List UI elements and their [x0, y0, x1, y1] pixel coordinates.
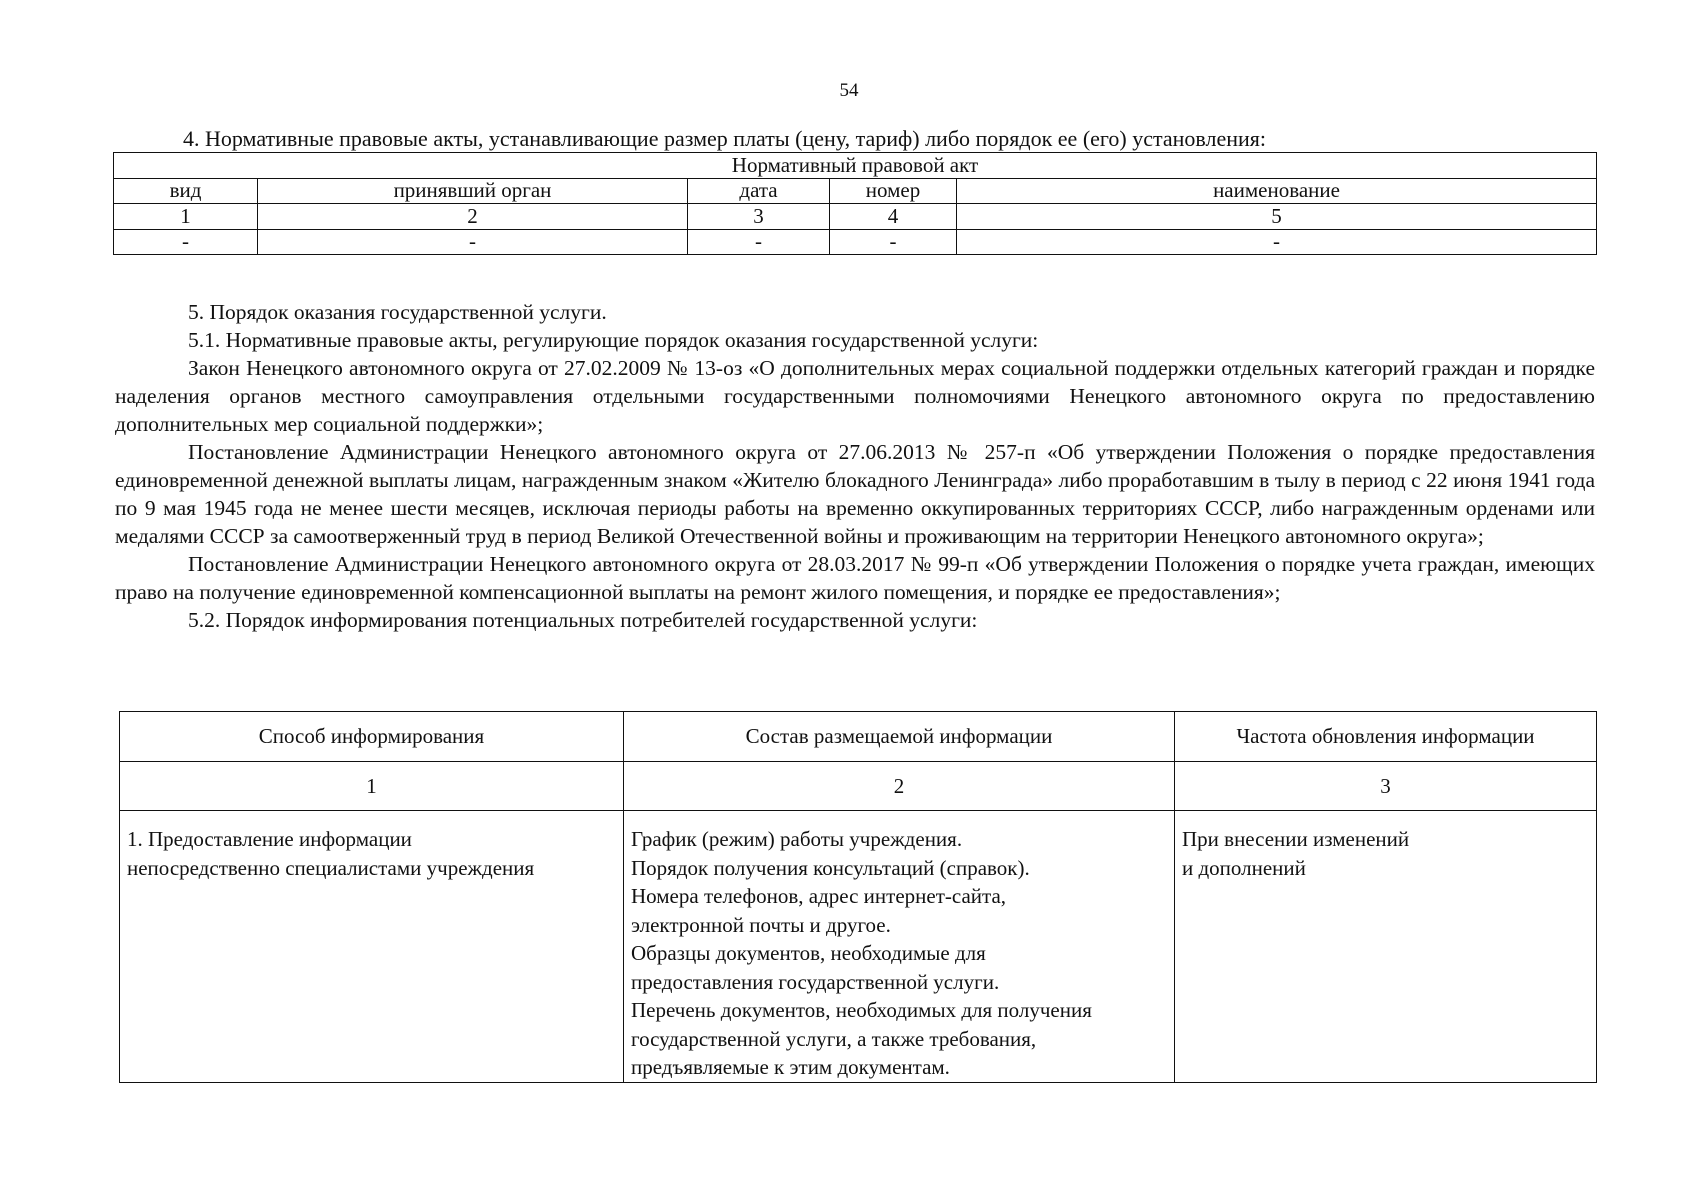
column-header: Состав размещаемой информации	[624, 712, 1175, 762]
table-header-row	[114, 178, 1597, 204]
content-cell	[624, 811, 1175, 1083]
column-number: 2	[258, 204, 688, 230]
cell-line: При внесении изменений	[1182, 827, 1410, 851]
table-row	[114, 229, 1597, 255]
table-number-row	[120, 762, 1597, 811]
table-cell: -	[830, 229, 957, 255]
table-cell: -	[688, 229, 830, 255]
cell-line: 1. Предоставление информации	[127, 827, 412, 851]
cell-line: Перечень документов, необходимых для получения	[631, 998, 1092, 1022]
section-5-heading: 5. Порядок оказания государственной услуги.	[188, 300, 607, 324]
column-header: вид	[114, 178, 258, 204]
column-header: дата	[688, 178, 830, 204]
table-cell: -	[258, 229, 688, 255]
cell-line: Номера телефонов, адрес интернет-сайта,	[631, 884, 1007, 908]
normative-acts-table	[113, 152, 1597, 255]
legal-act-paragraph: Закон Ненецкого автономного округа от 27.02.2009 № 13-оз «О дополнительных мерах социальной поддержки отдельных категорий граждан и порядке наделения органов местного самоуправления отдельными государственными полномочиями Ненецкого автономного округа по предоставлению дополнительных мер социальной поддержки»;	[115, 356, 1595, 436]
table-caption-row	[114, 153, 1597, 179]
table-row	[120, 811, 1597, 1083]
section-5-text	[115, 298, 1595, 634]
column-number: 3	[1175, 762, 1597, 811]
column-number: 5	[957, 204, 1597, 230]
information-table	[119, 711, 1597, 1083]
column-number: 2	[624, 762, 1175, 811]
cell-line: График (режим) работы учреждения.	[631, 827, 963, 851]
table-cell: -	[114, 229, 258, 255]
legal-act-paragraph: Постановление Администрации Ненецкого автономного округа от 28.03.2017 № 99-п «Об утверждении Положения о порядке учета граждан, имеющих право на получение единовременной компенсационной выплаты на ремонт жилого помещения, и порядке ее предоставления»;	[115, 552, 1595, 604]
column-number: 4	[830, 204, 957, 230]
cell-line: предоставления государственной услуги.	[631, 969, 1000, 994]
cell-line: государственной услуги, а также требования,	[631, 1026, 1037, 1051]
table-header-row	[120, 712, 1597, 762]
column-header: номер	[830, 178, 957, 204]
section-5-1-heading: 5.1. Нормативные правовые акты, регулирующие порядок оказания государственной услуги:	[188, 328, 1039, 352]
section-5-2-heading: 5.2. Порядок информирования потенциальных потребителей государственной услуги:	[188, 608, 978, 632]
column-header: Способ информирования	[120, 712, 624, 762]
cell-line: электронной почты и другое.	[631, 912, 891, 937]
table-caption: Нормативный правовой акт	[114, 153, 1597, 179]
legal-act-paragraph: Постановление Администрации Ненецкого автономного округа от 27.06.2013 № 257-п «Об утверждении Положения о порядке предоставления единовременной денежной выплаты лицам, награжденным знаком «Жителю блокадного Ленинграда» либо проработавшим в тылу в период с 22 июня 1941 года по 9 мая 1945 года не менее шести месяцев, исключая периоды работы на временно оккупированных территориях СССР, либо награжденным орденами или медалями СССР за самоотверженный труд в период Великой Отечественной войны и проживающим на территории Ненецкого автономного округа»;	[115, 440, 1595, 548]
table-number-row	[114, 204, 1597, 230]
cell-line: Порядок получения консультаций (справок).	[631, 855, 1030, 880]
cell-line: непосредственно специалистами учреждения	[127, 855, 535, 880]
table-cell: -	[957, 229, 1597, 255]
column-header: наименование	[957, 178, 1597, 204]
cell-line: и дополнений	[1182, 855, 1306, 880]
cell-line: Образцы документов, необходимые для	[631, 941, 986, 965]
page-number: 54	[839, 80, 859, 101]
column-number: 1	[114, 204, 258, 230]
column-header: принявший орган	[258, 178, 688, 204]
frequency-cell	[1175, 811, 1597, 1083]
column-header: Частота обновления информации	[1175, 712, 1597, 762]
method-cell	[120, 811, 624, 1083]
section-4-heading: 4. Нормативные правовые акты, устанавливающие размер платы (цену, тариф) либо порядок ее (его) установления:	[183, 126, 1267, 151]
cell-line: предъявляемые к этим документам.	[631, 1055, 950, 1079]
column-number: 1	[120, 762, 624, 811]
column-number: 3	[688, 204, 830, 230]
